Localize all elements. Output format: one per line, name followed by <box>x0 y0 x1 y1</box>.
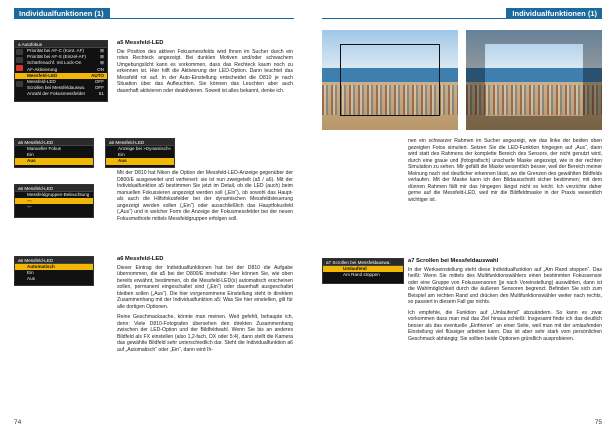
menu-row-label: Messfeld-LED <box>27 72 58 78</box>
beach-photo-mask-simulation <box>466 30 602 130</box>
menu-row-label: Aus <box>27 158 36 164</box>
menu-row-value: 51 <box>98 91 104 97</box>
menu-row-label: Priorität bei AF-S (Einzel-AF) <box>27 54 86 60</box>
menu-row <box>15 204 93 210</box>
header-rule <box>322 18 602 19</box>
paragraph: Reine Geschmacksache, könnte man meinen. Weit gefehlt, behaupte ich, denn: Viele D810-Fotografen übersehen den direkten Zusammenhang zwischen der LED-Option und der Bildfeldwahl. Wenn Sie bis an anderes Bildfeld als FX einstellen (also 1,2-fach, DX oder 5:4), dann stellt die Kamera das gewählte Bildfeld sehr unterschiedlich dar. Steht die Individualfunktion a6 auf „Automatisch“ oder „Ein“, dann wird Ih- <box>117 314 293 353</box>
text-column-right-upper <box>408 138 602 207</box>
menu-row-label: Anzeige bei »Dynamisch« <box>118 146 172 151</box>
menu-title: a5 Messfeld-LED <box>15 139 93 146</box>
running-header: Individualfunktionen (1) <box>506 8 602 19</box>
paragraph: In der Werkseinstellung steht diese Individualfunktion auf „Am Rand stoppen“. Das heißt: Wenn Sie mittels des Multifunktionswählers einen bestimmten Fokussensor oder eine Gruppe von Fokussensoren (je nach Voreinstellung) auswählen, dann ist die Wahlmöglichkeit durch die äußeren Sensoren begrenzt. Befinden Sie sich zum Beispiel am rechten Rand und drücken den Multifunktionswähler weiter nach rechts, so passiert in diesem Fall gar nichts. <box>408 266 602 305</box>
menu-row-value: ⊞ <box>100 54 104 60</box>
menu-row <box>15 91 107 97</box>
page-number: 75 <box>594 419 602 426</box>
menu-row-value: OFF <box>94 78 104 84</box>
menu-row-label: Ein <box>27 270 34 276</box>
menu-row-label: Ein <box>118 152 125 158</box>
camera-menu-a7-scroll <box>322 258 404 284</box>
menu-row-value: ⊞ <box>100 60 104 66</box>
paragraph: Dieser Eintrag der Individualfunktionen hat bei der D810 die Aufgabe übernommen, die a5 bei der D800/E innehatte: Hier können Sie, wie oben bereits erwähnt, bestimmen, ob die Messfeld-LED(s) automatisch erscheinen sollen, permanent eingeschaltet sind („Ein“) oder dauerhaft ausgeschaltet bleiben sollen („Aus“). Die hier vorgenommene Einstellung steht in direktem Zusammenhang mit der Individualfunktion a5: Was Sie hier einstellen, gilt für alle dortigen Optionen. <box>117 264 293 310</box>
section-heading: a5 Messfeld-LED <box>117 40 164 46</box>
menu-row-label: AF-Aktivierung <box>27 66 58 72</box>
menu-title: a Autofokus <box>15 41 107 48</box>
right-page <box>308 0 616 440</box>
menu-row-label: Anzahl der Fokusmessfelder <box>27 91 86 97</box>
text-column-a7 <box>408 258 602 346</box>
menu-row-label: Automatisch <box>27 264 55 269</box>
paragraph: Ich empfehle, die Funktion auf „Umlaufend“ abzuändern. So kann es zwar vorkommen dass man mal das Ziel hinaus schießt: Insgesamt finde ich das deutlich besser als das eventuelle „Einfrieren“ an einer Seite, weil man mit der umlaufenden Einstellung viel flüssiger arbeiten kann. Das ist aber sehr stark vom persönlichen Geschmack abhängig; Sie sollten beide Optionen gründlich ausprobieren. <box>408 309 602 342</box>
text-column-a6 <box>117 256 293 357</box>
menu-row-selected <box>15 158 93 164</box>
section-heading: a6 Messfeld-LED <box>117 256 164 262</box>
menu-title: a5 Messfeld-LED <box>106 139 174 146</box>
paragraph: Mit der D810 hat Nikon die Option der Messfeld-LED-Anzeige gegenüber der D800/E ausgeweitet und verfeinert: sie ist nun zweigeteilt (a5 / a6). Mit der Individualfunktion a5 bestimmen Sie jetzt im Detail, ob die LED (auch) beim manuellen Fokussieren angezeigt werden soll („Ein“), ob sowohl das Haupt- als auch die Hilfsfokusfelder bei der dynamischen Messfeldsteuerung angezeigt werden sollen („Ein“) oder ausschließlich das Hauptfokusfeld („Aus“) und in welcher Form die Anzeige der Fokusmessfelder bei der neuen Fokusmethode mittels Messfeldgruppen erfolgen soll. <box>117 170 293 222</box>
header-rule <box>14 18 294 19</box>
camera-menu-group-area <box>14 184 94 218</box>
menu-row-label: Umlaufend <box>343 266 367 271</box>
menu-title: a7 Scrollen bei Messfeldauswa. <box>323 259 403 266</box>
menu-row-label: Am Rand stoppen <box>343 272 380 278</box>
menu-row-value: AUTO <box>91 72 104 78</box>
camera-menu-a6 <box>14 256 94 286</box>
menu-row-label: Ein <box>27 152 34 158</box>
menu-row-label: Aus <box>27 276 35 282</box>
camera-menu-manual-focus <box>14 138 94 168</box>
running-header: Individualfunktionen (1) <box>14 8 110 19</box>
menu-row-label: Messfeldgruppen-Beleuchtung <box>27 192 90 197</box>
menu-row-label: Priorität bei AF-C (Kont. AF) <box>27 48 84 53</box>
camera-menu-dynamic <box>105 138 175 168</box>
menu-row-label: -▫- <box>27 204 32 210</box>
menu-row-value: OFF <box>94 85 104 91</box>
text-column-a5-cont <box>117 170 293 226</box>
paragraph: Die Position des aktiven Fokusmessfelds wird Ihnen im Sucher durch ein rotes Rechteck angezeigt. Bei dunklen Motiven und/oder schwachem Umgebungslicht kann es vorkommen, dass das Rechteck kaum noch zu erkennen ist. Hier hilft die Aktivierung der LED-Option. Dann leuchtet das Messfeld rot auf. In der Auto-Einstellung entscheidet die D810 je nach Situation über das Aufleuchten. Sie können das Leuchten aber auch dauerhaft aktivieren oder deaktivieren. Soweit ist alles bekannt, denke ich. <box>117 48 293 94</box>
menu-row-selected <box>106 158 174 164</box>
menu-title: a5 Messfeld-LED <box>15 257 93 264</box>
menu-row-label: Aus <box>118 158 127 164</box>
crop-frame <box>340 44 440 116</box>
menu-row-label: Schärfenachf. mit Lock-On <box>27 60 82 66</box>
beach-photo-frame-simulation <box>322 30 458 130</box>
section-heading: a7 Scrollen bei Messfeldauswahl <box>408 258 499 264</box>
menu-row-label: ▫▫▫ <box>27 198 32 204</box>
menu-row-label: Messfeld-LED <box>27 78 56 84</box>
menu-row-value: ⊞ <box>100 48 104 53</box>
menu-row <box>15 276 93 282</box>
camera-menu-autofocus <box>14 40 108 102</box>
page-number: 74 <box>14 419 22 426</box>
menu-row-label: Scrollen bei Messfeldauswa. <box>27 85 86 91</box>
menu-row-label: Manueller Fokus <box>27 146 61 151</box>
menu-row <box>323 272 403 278</box>
text-column-a5 <box>117 40 293 98</box>
text-column-a5-detail <box>181 138 293 168</box>
menu-title: a5 Messfeld-LED <box>15 185 93 192</box>
paragraph: nen ein schwarzer Rahmen im Sucher angezeigt, wie das linke der beiden oben gezeigten Fotos simuliert. Setzen Sie die LED-Funktion hingegen auf „Aus“, dann wird statt des Rahmens der komplette Bereich des Sensors, der nicht genutzt wird, durch eine graue und (fotografisch) unscharfe Maske angezeigt, wie in der rechten Simulation zu sehen. Mir gefällt die Maske wesentlich besser, weil der Bereich meiner Meinung nach viel deutlicher erkennen lässt, wo die Grenzen des gewählten Bildfelds verlaufen. Mit der Maske kann ich den Bildausschnitt sicher bestimmen; mit dem dünnen Rahmen fällt mir das hingegen längst nicht so leicht. Ich verzichte daher gerne auf die Messfeld-LED, weil mir die Bildfeldmaske in der Praxis wesentlich wichtiger ist. <box>408 138 602 203</box>
menu-row-value: ON <box>97 66 104 72</box>
